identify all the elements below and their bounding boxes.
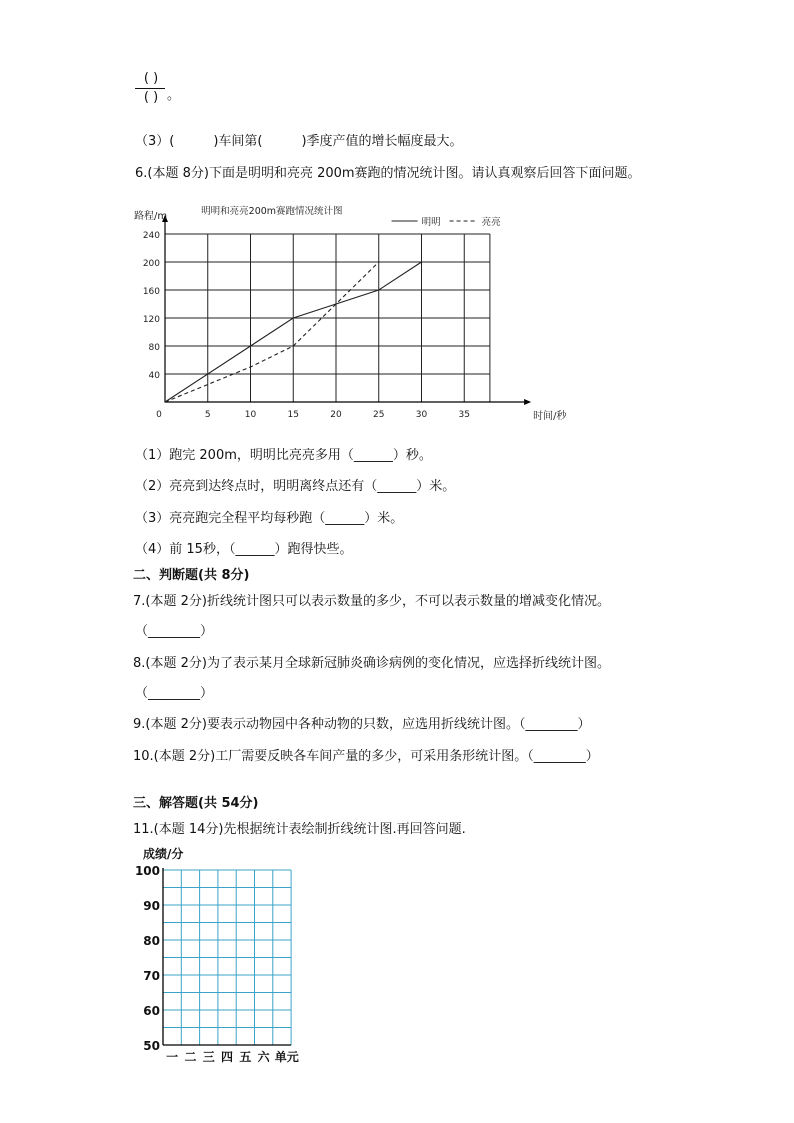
x-tick-label: 一 [166,1050,179,1064]
point-mingming [250,345,251,346]
y-axis-label: 路程/m [134,211,168,222]
fraction-bar [135,88,165,89]
score-grid [163,868,291,1045]
legend-label-liangliang: 亮亮 [481,217,501,228]
q9-text: 9.(本题 2分)要表示动物园中各种动物的只数，应选用折线统计图。（________） [133,717,591,732]
y-tick-label: 40 [148,371,160,381]
q10-text: 10.(本题 2分)工厂需要反映各车间产量的多少，可采用条形统计图。（________） [133,749,599,764]
y-tick-label: 80 [143,934,160,948]
x-axis-arrow [524,399,531,405]
q6-stem: 6.(本题 8分)下面是明明和亮亮 200m赛跑的情况统计图。请认真观察后回答下面问题。 [135,166,641,181]
score-grid-chart [135,842,335,1067]
y-axis-label: 成绩/分 [143,847,184,861]
x-tick-label: 10 [244,410,257,420]
origin-label: 0 [156,410,162,420]
y-tick-label: 120 [142,315,160,325]
y-tick-label: 50 [143,1039,160,1053]
fraction [135,72,167,105]
fraction-denominator: ( ) [143,90,159,105]
q6-question-1: （1）跑完 200m，明明比亮亮多用（______）秒。 [135,448,432,463]
point-liangliang [250,366,251,367]
x-tick-label: 30 [415,410,428,420]
score-grid-labels [135,846,299,1064]
point-liangliang [335,303,336,304]
point-liangliang [378,261,379,262]
y-tick-label: 60 [143,1004,160,1018]
section3-title: 三、解答题(共 54分) [133,796,259,811]
x-axis-unit: 单元 [274,1050,299,1064]
x-tick-label: 15 [287,410,299,420]
chart-title: 明明和亮亮200m赛跑情况统计图 [201,206,343,217]
q6-question-3: （3）亮亮跑完全程平均每秒跑（______）米。 [135,511,404,526]
y-tick-label: 80 [148,343,160,353]
y-tick-label: 90 [143,899,160,913]
x-tick-label: 四 [221,1050,234,1064]
y-tick-label: 100 [135,864,160,878]
y-tick-label: 160 [142,287,160,297]
point-mingming [421,261,422,262]
q6-question-2: （2）亮亮到达终点时，明明离终点还有（______）米。 [135,479,456,494]
point-liangliang [164,401,165,402]
x-axis-label: 时间/秒 [533,411,567,422]
x-tick-label: 二 [184,1050,197,1064]
point-mingming [293,317,294,318]
x-tick-label: 三 [202,1050,215,1064]
x-tick-label: 五 [239,1050,252,1064]
fraction-numerator: ( ) [143,71,159,86]
q8-answer[interactable]: （________） [135,686,214,701]
x-tick-label: 20 [330,410,342,420]
q8-text: 8.(本题 2分)为了表示某月全球新冠肺炎确诊病例的变化情况，应选择折线统计图。 [133,656,610,671]
section2-title: 二、判断题(共 8分) [133,568,250,583]
y-tick-label: 200 [142,259,160,269]
q6-question-4: （4）前 15秒，（______）跑得快些。 [135,542,353,557]
race-line-chart [125,195,585,425]
legend-label-mingming: 明明 [421,217,441,228]
x-tick-label: 5 [204,410,211,420]
fraction-tail: 。 [167,88,181,103]
chart-axes [162,215,531,405]
chart-labels [134,205,567,422]
y-tick-label: 70 [143,969,160,983]
q11-text: 11.(本题 14分)先根据统计表绘制折线统计图.再回答问题. [133,822,466,837]
q5-part3: （3）( )车间第( )季度产值的增长幅度最大。 [135,134,463,149]
x-tick-label: 35 [458,410,470,420]
chart-grid [165,234,490,402]
q7-text: 7.(本题 2分)折线统计图只可以表示数量的多少，不可以表示数量的增减变化情况。 [133,594,610,609]
x-tick-label: 25 [373,410,385,420]
point-mingming [378,289,379,290]
x-tick-label: 六 [257,1050,270,1064]
y-tick-label: 240 [142,231,160,241]
point-liangliang [293,345,294,346]
q7-answer[interactable]: （________） [135,624,214,639]
